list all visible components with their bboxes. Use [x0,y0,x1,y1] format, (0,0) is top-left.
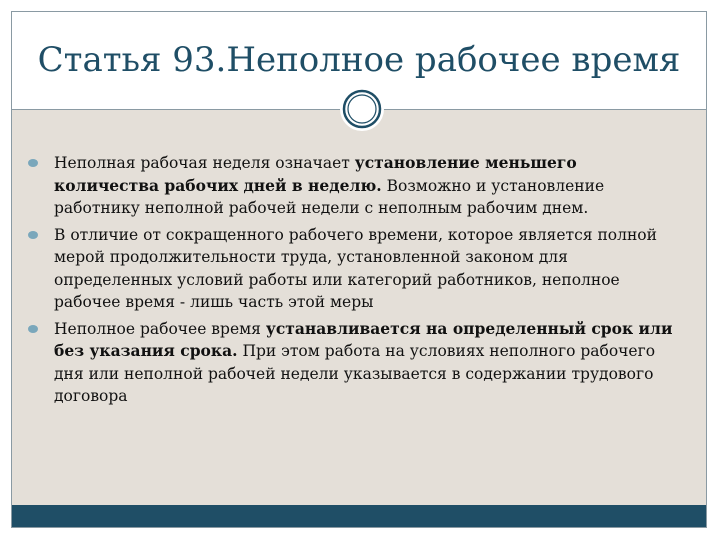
slide-title: Статья 93.Неполное рабочее время [37,40,681,80]
bullet-item [26,224,686,314]
bullet-text-run: При этом работа на условиях неполного рабочего дня или неполной рабочей недели указывается в содержании трудового договора [54,342,656,405]
bullet-text-run: Неполное рабочее время [54,319,266,338]
bullet-text-bold: устанавливается на определенный срок или без указания срока. [54,318,673,360]
bullet-text-run: Неполная рабочая неделя означает [54,154,355,172]
slide-frame [11,11,707,528]
bullet-text [54,152,686,220]
bullet-text-bold: установление меньшего количества рабочих дней в неделю. [54,153,577,195]
bullet-icon [28,325,38,333]
footer-bar [12,505,706,527]
bullet-text-run: Возможно и установление работнику неполной рабочей недели с неполным рабочим днем. [54,176,605,217]
bullet-item [26,152,686,220]
bullet-icon [28,159,38,167]
bullet-text [54,318,686,408]
bullet-icon [28,231,38,239]
bullet-text [54,224,686,314]
bullet-list [26,152,686,412]
bullet-text-run: В отличие от сокращенного рабочего времени, которое является полной мерой продолжительности труда, установленной законом для определенных условий работы или категорий работников, неполное рабочее время - лишь часть этой меры [54,225,657,311]
bullet-item [26,318,686,408]
circle-ornament-icon [339,86,385,132]
